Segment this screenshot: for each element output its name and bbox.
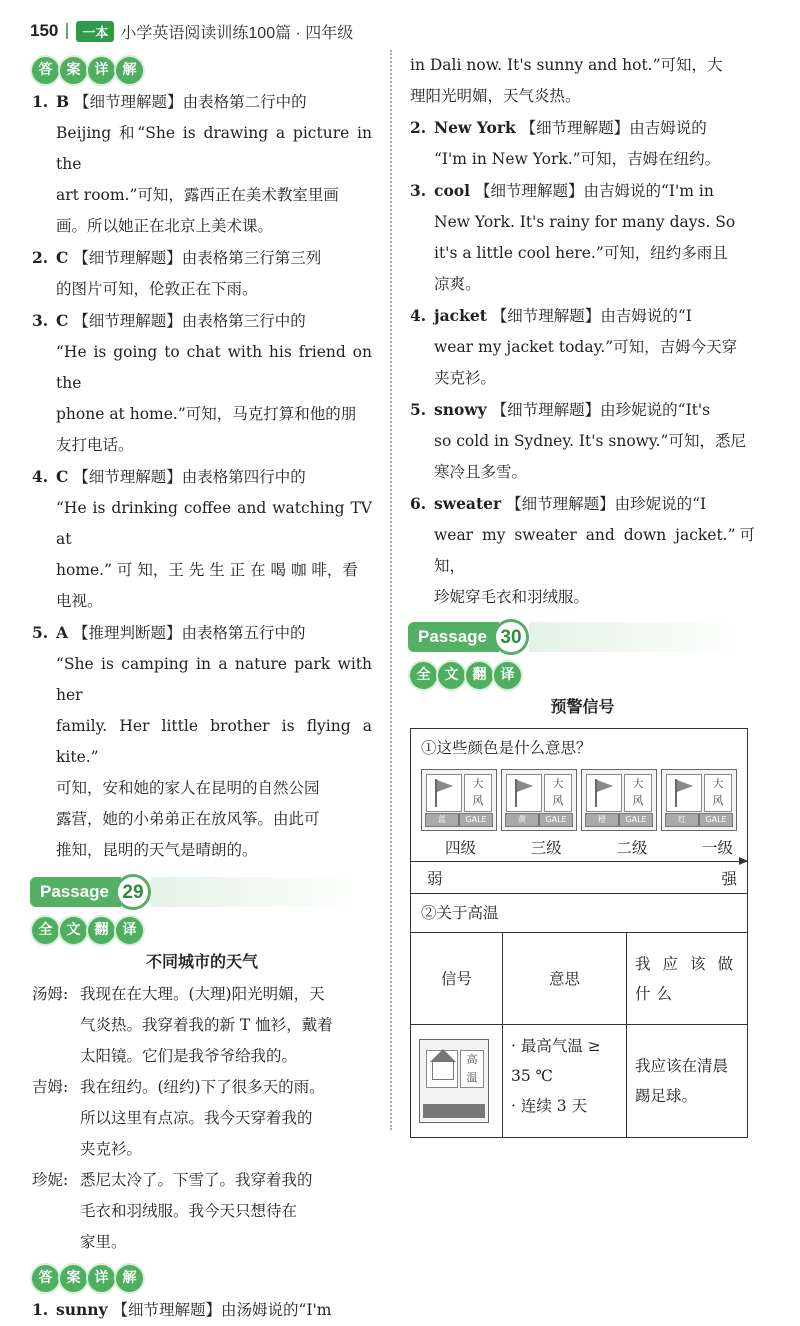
dialogue-text: 悉尼太冷了。下雪了。我穿着我的 — [80, 1171, 313, 1189]
gale-signal-row — [411, 767, 747, 835]
answer-key: C — [56, 311, 69, 330]
answer-text: 画。所以她正在北京上美术课。 — [56, 217, 274, 235]
signal-gale: GALE — [700, 814, 732, 826]
answer-item — [410, 175, 755, 300]
answer-text: 由珍妮说的“I — [614, 495, 707, 513]
passage-label: Passage — [408, 622, 499, 652]
answer-text: 由表格第三行中的 — [181, 312, 306, 330]
passage29-answer-list — [410, 112, 755, 613]
answer-text: New York. It's rainy for many days. So — [434, 213, 736, 231]
meaning-text: · 连续 3 天 — [511, 1097, 588, 1115]
badge-char: 答 — [32, 57, 59, 84]
badge-char: 详 — [88, 57, 115, 84]
answer-key: sunny — [56, 1300, 108, 1319]
badge-char: 答 — [32, 1265, 59, 1292]
heat-section — [411, 894, 747, 1137]
answer-text: 由表格第三行第三列 — [181, 249, 322, 267]
section2-heading: ②关于高温 — [421, 904, 499, 922]
heat-meaning-cell — [503, 1024, 627, 1137]
answer-text: family. Her little brother is flying a kite.” — [56, 717, 372, 766]
passage29-bar — [30, 874, 372, 910]
answer-text: 由吉姆说的“I'm in — [583, 182, 714, 200]
flag-icon — [586, 774, 622, 812]
gale-warning-icon — [421, 769, 497, 831]
header-signal: 信号 — [411, 932, 503, 1024]
answer-text: wear my sweater and down jacket.”可知， — [434, 526, 755, 575]
answer-number: 1. — [32, 1300, 49, 1319]
translation-badge — [32, 916, 372, 944]
dialogue-text: 夹克衫。 — [80, 1140, 143, 1158]
section1-heading: ①这些颜色是什么意思？ — [421, 739, 592, 757]
answer-key: B — [56, 92, 70, 111]
passage-number: 30 — [493, 619, 529, 655]
answer-text: home.” 可 知，王 先 生 正 在 喝 咖 啡，看 — [56, 561, 358, 579]
badge-char: 译 — [494, 662, 521, 689]
heat-todo-cell: 我应该在清晨踢足球。 — [627, 1024, 747, 1137]
dialogue-line — [32, 979, 372, 1072]
header-todo: 我应该做什么 — [627, 932, 747, 1024]
flag-icon — [426, 774, 462, 812]
answer-item — [32, 1294, 372, 1326]
answer-key: jacket — [434, 306, 487, 325]
badge-char: 案 — [60, 57, 87, 84]
answer-text: “She is camping in a nature park with her — [56, 655, 372, 704]
dialogue-line — [32, 1072, 372, 1165]
answer-text: 友打电话。 — [56, 436, 134, 454]
answer-text: 由表格第五行中的 — [181, 624, 306, 642]
question-type: 【细节理解题】 — [491, 401, 601, 419]
question-type: 【细节理解题】 — [112, 1301, 221, 1319]
signal-gale: GALE — [540, 814, 572, 826]
question-type: 【细节理解题】 — [73, 468, 182, 486]
answer-item — [410, 394, 755, 488]
warning-table — [410, 728, 748, 1138]
question-type: 【推理判断题】 — [72, 624, 182, 642]
passage30-title: 预警信号 — [550, 697, 615, 716]
badge-char: 解 — [116, 57, 143, 84]
badge-char: 解 — [116, 1265, 143, 1292]
gale-char: 风 — [632, 794, 644, 807]
badge-char: 文 — [60, 917, 87, 944]
passage-number: 29 — [115, 874, 151, 910]
question-type: 【细节理解题】 — [520, 119, 630, 137]
answer-text: 寒冷且多雪。 — [434, 463, 528, 481]
dialogue-text: 我现在在大理。(大理)阳光明媚，天 — [80, 985, 325, 1003]
answer-badge — [32, 56, 372, 84]
gale-char: 大 — [552, 777, 564, 790]
gale-warning-icon — [501, 769, 577, 831]
answer-item — [410, 112, 755, 175]
answer-item — [32, 617, 372, 866]
passage-label: Passage — [30, 877, 121, 907]
dialogue-text: 毛衣和羽绒服。我今天只想待在 — [80, 1202, 298, 1220]
dialogue-text: 家里。 — [80, 1233, 127, 1251]
answer-text: art room.”可知，露西正在美术教室里画 — [56, 186, 339, 204]
answer-number: 2. — [410, 118, 427, 137]
level-label: 四级 — [445, 839, 477, 857]
level-label: 一级 — [701, 839, 733, 857]
signal-color: 蓝 — [426, 814, 458, 826]
book-title: 小学英语阅读训练100篇 · 四年级 — [120, 24, 354, 42]
answer-number: 5. — [410, 400, 427, 419]
gale-char: 大 — [472, 777, 484, 790]
answer-number: 5. — [32, 623, 49, 642]
speaker: 汤姆: — [32, 985, 69, 1003]
answer-text: “I'm in New York.”可知，吉姆在纽约。 — [434, 150, 721, 168]
signal-color-bar — [585, 813, 653, 827]
badge-char: 文 — [438, 662, 465, 689]
answer-item — [410, 300, 755, 394]
answer-text: 的图片可知，伦敦正在下雨。 — [56, 280, 258, 298]
answer-text: 电视。 — [56, 592, 103, 610]
dialogue-line — [32, 1165, 372, 1258]
page-number: 150 — [30, 21, 59, 40]
answer-continuation: 理阳光明媚，天气炎热。 — [410, 87, 581, 105]
answer-text: phone at home.”可知，马克打算和他的朋 — [56, 405, 357, 423]
signal-color-bar — [505, 813, 573, 827]
passage30-bar — [408, 619, 755, 655]
page-header — [30, 14, 353, 48]
answer-key: snowy — [434, 400, 487, 419]
answer-key: C — [56, 467, 69, 486]
gale-char: 大 — [712, 777, 724, 790]
answer-text: “He is drinking coffee and watching TV at — [56, 499, 372, 548]
column-divider — [390, 50, 392, 1130]
answer-key: A — [56, 623, 69, 642]
badge-char: 全 — [410, 662, 437, 689]
left-column — [32, 50, 372, 1326]
badge-char: 案 — [60, 1265, 87, 1292]
speaker: 珍妮: — [32, 1171, 69, 1189]
badge-char: 翻 — [466, 662, 493, 689]
answer-text: it's a little cool here.”可知，纽约多雨且 — [434, 244, 728, 262]
answer-text: wear my jacket today.”可知，吉姆今天穿 — [434, 338, 738, 356]
gale-text — [624, 774, 652, 812]
colors-section — [411, 729, 747, 894]
answer-text: 由汤姆说的“I'm — [221, 1301, 332, 1319]
brand-logo: 一本 — [76, 21, 114, 42]
level-label: 二级 — [616, 839, 648, 857]
answer-text: 由表格第二行中的 — [182, 93, 307, 111]
answer-item — [32, 461, 372, 617]
answer-item — [32, 86, 372, 242]
signal-color-bar — [665, 813, 733, 827]
passage28-answer-list — [32, 86, 372, 866]
translation-badge — [410, 661, 755, 689]
house-icon — [426, 1050, 458, 1088]
badge-char: 详 — [88, 1265, 115, 1292]
question-type: 【细节理解题】 — [491, 307, 601, 325]
answer-text: 可知，安和她的家人在昆明的自然公园 — [56, 779, 320, 797]
right-column — [410, 50, 755, 1138]
passage-bar-tail — [151, 877, 372, 907]
answer-number: 4. — [410, 306, 427, 325]
answer-continuation: in Dali now. It's sunny and hot.”可知，大 — [410, 56, 723, 74]
header-separator — [66, 23, 68, 39]
gale-char: 大 — [632, 777, 644, 790]
dialogue-text: 太阳镜。它们是我爷爷给我的。 — [80, 1047, 298, 1065]
answer-text: “He is going to chat with his friend on the — [56, 343, 372, 392]
answer-key: New York — [434, 118, 516, 137]
answer-text: 露营，她的小弟弟正在放风筝。由此可 — [56, 810, 320, 828]
gale-text — [704, 774, 732, 812]
answer-text: 珍妮穿毛衣和羽绒服。 — [434, 588, 590, 606]
gale-text — [544, 774, 572, 812]
answer-text: 凉爽。 — [434, 275, 481, 293]
signal-gale: GALE — [460, 814, 492, 826]
answer-text: 由珍妮说的“It's — [600, 401, 711, 419]
badge-char: 翻 — [88, 917, 115, 944]
signal-color: 黄 — [506, 814, 538, 826]
answer-number: 4. — [32, 467, 49, 486]
dialogue-text: 气炎热。我穿着我的新 T 恤衫，戴着 — [80, 1016, 333, 1034]
answer-item — [32, 242, 372, 305]
level-labels — [411, 835, 747, 861]
answer-text: 夹克衫。 — [434, 369, 497, 387]
gale-text — [464, 774, 492, 812]
dialogue-text: 所以这里有点凉。我今天穿着我的 — [80, 1109, 313, 1127]
strength-axis — [411, 861, 747, 893]
passage29-dialogue — [32, 979, 372, 1258]
answer-key: C — [56, 248, 69, 267]
passage29-title: 不同城市的天气 — [145, 952, 258, 971]
signal-color: 红 — [666, 814, 698, 826]
answer-number: 6. — [410, 494, 427, 513]
heat-table — [411, 932, 747, 1137]
dialogue-text: 我在纽约。(纽约)下了很多天的雨。 — [80, 1078, 325, 1096]
badge-char: 全 — [32, 917, 59, 944]
speaker: 吉姆: — [32, 1078, 69, 1096]
answer-text: Beijing 和“She is drawing a picture in the — [56, 124, 372, 173]
answer-key: sweater — [434, 494, 502, 513]
answer-item — [32, 305, 372, 461]
question-type: 【细节理解题】 — [74, 93, 183, 111]
meaning-text: 35 ℃ — [511, 1067, 553, 1085]
heat-warning-icon — [419, 1039, 489, 1123]
gale-warning-icon — [581, 769, 657, 831]
answer-item — [410, 488, 755, 613]
passage-bar-tail — [529, 622, 755, 652]
gale-char: 风 — [472, 794, 484, 807]
answer-number: 3. — [32, 311, 49, 330]
answer-badge — [32, 1264, 372, 1292]
answer-text: 由吉姆说的“I — [600, 307, 692, 325]
question-type: 【细节理解题】 — [506, 495, 615, 513]
heat-icon-text: 高 温 — [460, 1050, 484, 1088]
question-type: 【细节理解题】 — [474, 182, 584, 200]
gale-warning-icon — [661, 769, 737, 831]
weak-label: 弱 — [427, 870, 443, 888]
level-label: 三级 — [530, 839, 562, 857]
answer-text: so cold in Sydney. It's snowy.”可知，悉尼 — [434, 432, 746, 450]
answer-number: 3. — [410, 181, 427, 200]
answer-text: 推知，昆明的天气是晴朗的。 — [56, 841, 258, 859]
flag-icon — [666, 774, 702, 812]
header-meaning: 意思 — [503, 932, 627, 1024]
badge-char: 译 — [116, 917, 143, 944]
signal-gale: GALE — [620, 814, 652, 826]
answer-number: 1. — [32, 92, 49, 111]
question-type: 【细节理解题】 — [73, 312, 182, 330]
answer-number: 2. — [32, 248, 49, 267]
gale-char: 风 — [552, 794, 564, 807]
gale-char: 风 — [712, 794, 724, 807]
answer-text: 由表格第四行中的 — [181, 468, 306, 486]
heat-signal-cell — [411, 1024, 503, 1137]
signal-color: 橙 — [586, 814, 618, 826]
strong-label: 强 — [721, 870, 737, 888]
heat-icon-bar — [423, 1104, 485, 1118]
signal-color-bar — [425, 813, 493, 827]
question-type: 【细节理解题】 — [73, 249, 182, 267]
meaning-text: · 最高气温 ≥ — [511, 1037, 601, 1055]
answer-key: cool — [434, 181, 471, 200]
answer-text: 由吉姆说的 — [629, 119, 707, 137]
flag-icon — [506, 774, 542, 812]
